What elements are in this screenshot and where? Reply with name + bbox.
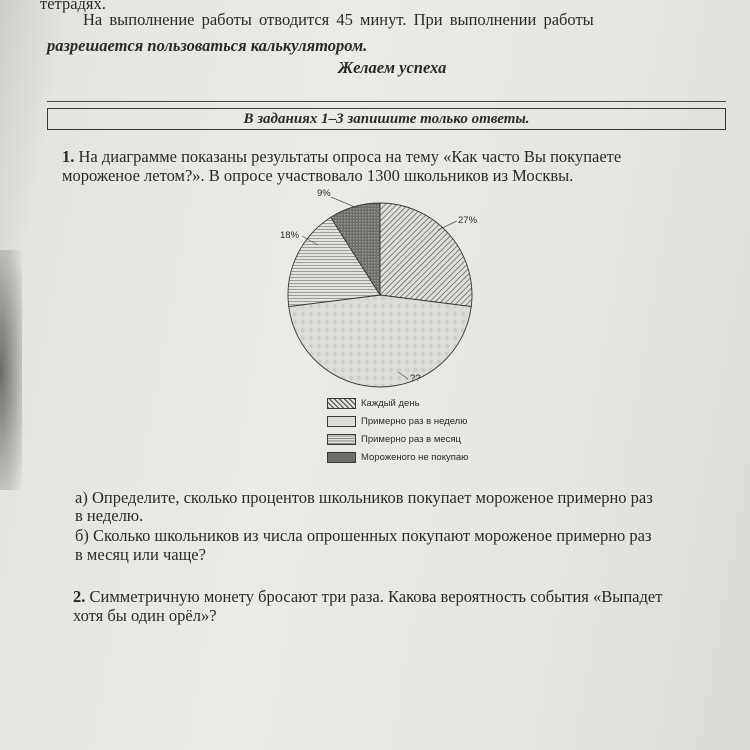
legend-text: Примерно раз в месяц [361, 434, 461, 445]
legend-text: Каждый день [361, 398, 420, 409]
task1-question-a-2: в неделю. [75, 506, 144, 525]
legend-item [327, 431, 468, 448]
task2-number: 2. [73, 587, 86, 606]
task1-line-2: мороженое летом?». В опросе участвовало 1300 школьников из Москвы. [62, 166, 574, 185]
instruction-banner: В заданиях 1–3 запишите только ответы. [47, 108, 726, 130]
task2-text-1: Симметричную монету бросают три раза. Какова вероятность события «Выпадет [89, 587, 663, 606]
task1-number: 1. [62, 147, 75, 166]
task1-question-a-1: а) Определите, сколько процентов школьников покупает мороженое примерно раз [75, 488, 653, 507]
legend-text: Мороженого не покупаю [361, 452, 469, 463]
task2-line-1 [73, 587, 662, 607]
legend-item [327, 413, 468, 430]
task1-line-1 [62, 147, 621, 167]
wish-text: Желаем успеха [338, 58, 447, 77]
legend-text: Примерно раз в неделю [361, 416, 468, 427]
pie-label-dense: 9% [317, 188, 331, 199]
pie-label-diagonal: 27% [458, 215, 478, 226]
legend-swatch-dense [327, 452, 356, 463]
pie-label-horizontal: 18% [280, 230, 300, 241]
task1-question-b-1: б) Сколько школьников из числа опрошенных покупают мороженое примерно раз [75, 526, 652, 545]
intro-line-2: разрешается пользоваться калькулятором. [47, 36, 368, 55]
legend-swatch-horizontal [327, 434, 356, 445]
task2-line-2: хотя бы один орёл»? [73, 606, 217, 625]
finger-shadow [0, 250, 22, 490]
task1-text-1: На диаграмме показаны результаты опроса на тему «Как часто Вы покупаете [78, 147, 622, 166]
task1-question-b-2: в месяц или чаще? [75, 545, 206, 564]
pie-slice-dots [289, 295, 472, 387]
legend-item [327, 395, 468, 412]
divider-line [47, 101, 726, 102]
pie-label-dots: ?? [410, 373, 421, 384]
intro-line-1: На выполнение работы отводится 45 минут. При выполнении работы [83, 10, 594, 29]
legend-swatch-dots [327, 416, 356, 427]
pie-chart [275, 190, 485, 400]
intro-line-0: тетрадях. [40, 0, 106, 13]
legend-swatch-diagonal [327, 398, 356, 409]
legend-item [327, 449, 468, 466]
chart-legend [327, 395, 468, 467]
